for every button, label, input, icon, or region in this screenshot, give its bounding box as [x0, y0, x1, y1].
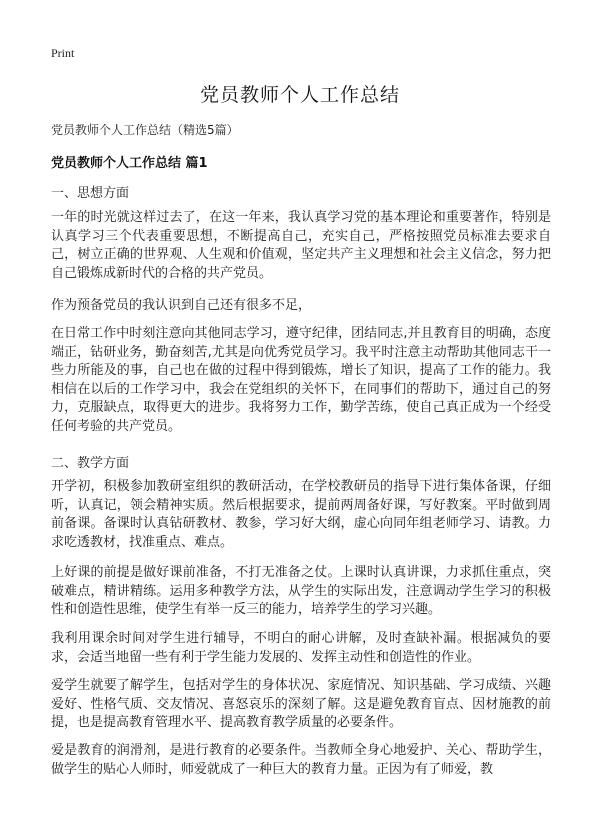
paragraph: 爱学生就要了解学生，包括对学生的身体状况、家庭情况、知识基础、学习成绩、兴趣爱好、性格气质、交友情况、喜怒哀乐的深刻了解。这是避免教育盲点、因材施教的前提，也是提高教育管理水平、提高教育教学质量的必要条件。	[51, 678, 551, 730]
section-title: 党员教师个人工作总结 篇1	[51, 156, 208, 171]
paragraph: 上好课的前提是做好课前准备，不打无准备之仗。上课时认真讲课，力求抓住重点，突破难点，精讲精练。运用多种教学方法，从学生的实际出发，注意调动学生学习的积极性和创造性思维，使学生有举一反三的能力，培养学生的学习兴趣。	[51, 565, 551, 617]
paragraph: 一年的时光就这样过去了，在这一年来，我认真学习党的基本理论和重要著作，特别是认真学习三个代表重要思想，不断提高自己，充实自己，严格按照党员标准去要求自己，树立正确的世界观、人生观和价值观，坚定共产主义理想和社会主义信念，努力把自己锻炼成新时代的合格的共产党员。	[51, 210, 551, 281]
heading-thought: 一、思想方面	[51, 186, 130, 201]
document-subtitle: 党员教师个人工作总结（精选5篇）	[51, 123, 239, 137]
paragraph: 作为预备党员的我认识到自己还有很多不足，	[51, 298, 312, 313]
heading-teaching: 二、教学方面	[51, 456, 130, 471]
paragraph: 开学初，积极参加教研室组织的教研活动，在学校教研员的指导下进行集体备课，仔细听，认真记，领会精神实质。然后根据要求，提前两周备好课，写好教案。平时做到周前备课。备课时认真钻研教材、教参，学习好大纲，虚心向同年组老师学习、请教。力求吃透教材，找准重点、难点。	[51, 479, 551, 550]
print-label[interactable]: Print	[51, 46, 75, 60]
paragraph: 我利用课余时间对学生进行辅导，不明白的耐心讲解，及时查缺补漏。根据减负的要求，会适当地留一些有利于学生能力发展的、发挥主动性和创造性的作业。	[51, 631, 551, 665]
paragraph: 在日常工作中时刻注意向其他同志学习，遵守纪律，团结同志,并且教育目的明确，态度端正，钻研业务，勤奋刻苦,尤其是向优秀党员学习。我平时注意主动帮助其他同志干一些力所能及的事，自己也在做的过程中得到锻炼，增长了知识，提高了工作的能力。我相信在以后的工作学习中，我会在党组织的关怀下，在同事们的帮助下，通过自己的努力，克服缺点，取得更大的进步。我将努力工作，勤学苦练，使自己真正成为一个经受任何考验的共产党员。	[51, 326, 551, 434]
document-title: 党员教师个人工作总结	[199, 84, 400, 106]
paragraph: 爱是教育的润滑剂，是进行教育的必要条件。当教师全身心地爱护、关心、帮助学生，做学生的贴心人师时，师爱就成了一种巨大的教育力量。正因为有了师爱，教	[51, 743, 551, 777]
